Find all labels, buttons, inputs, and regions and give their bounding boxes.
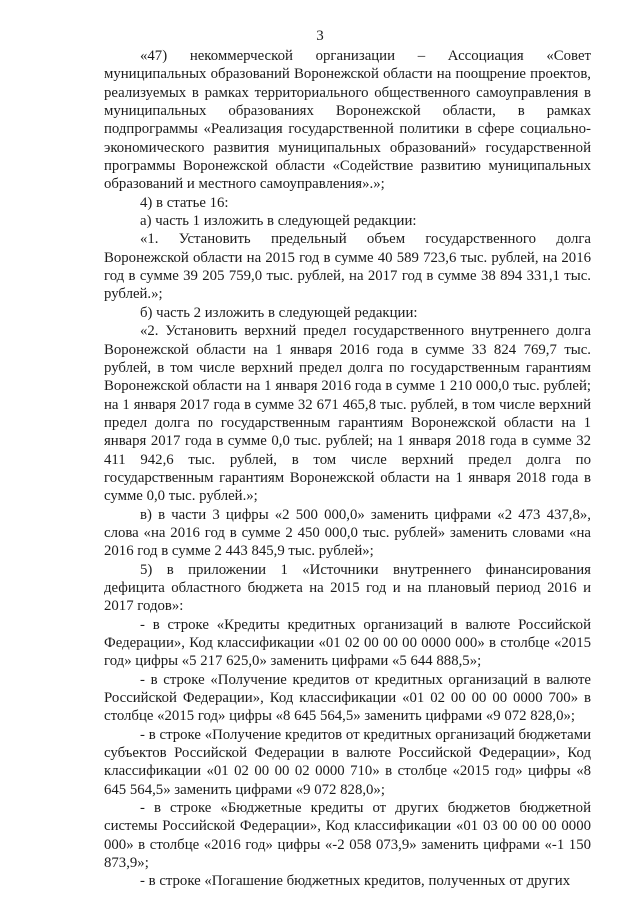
- paragraph-row-repayment: - в строке «Погашение бюджетных кредитов, полученных от других: [140, 873, 571, 890]
- paragraph-part-2-text: «2. Установить верхний предел государственного внутреннего долга Воронежской области на 1 января 2016 года в сумме 33 824 769,7 тыс. рублей, в том числе верхний предел долга по государственным гарантиям Воронежской области на 1 января 2016 года в сумме 1 210 000,0 тыс. рублей; на 1 января 2017 года в сумме 32 671 465,8 тыс. рублей, в том числе верхний предел долга по государственным гарантиям Воронежской области на 1 января 2017 года в сумме 0,0 тыс. рублей; на 1 января 2018 года в сумме 32 411 942,6 тыс. рублей, в том числе верхний предел долга по государственным гарантиям Воронежской области на 1 января 2018 года в сумме 0,0 тыс. рублей.»;: [104, 323, 591, 505]
- paragraph-article-16: 4) в статье 16:: [140, 194, 229, 211]
- paragraph-row-receipt-credits: - в строке «Получение кредитов от кредитных организаций в валюте Российской Федерации», Код классификации «01 02 00 00 00 0000 700» в столбце «2015 год» цифры «8 645 564,5» заменить цифрами «9 072 828,0»;: [104, 671, 591, 725]
- paragraph-row-credits: - в строке «Кредиты кредитных организаций в валюте Российской Федерации», Код классификации «01 02 00 00 00 0000 000» в столбце «2015 год» цифры «5 217 625,0» заменить цифрами «5 644 888,5»;: [104, 616, 591, 670]
- paragraph-row-budget-credits: - в строке «Бюджетные кредиты от других бюджетов бюджетной системы Российской Федерации», Код классификации «01 03 00 00 00 0000 000» в столбце «2016 год» цифры «-2 058 073,9» заменить цифрами «-1 150 873,9»;: [104, 800, 591, 872]
- paragraph-row-receipt-subjects: - в строке «Получение кредитов от кредитных организаций бюджетами субъектов Российской Федерации в валюте Российской Федерации», Код классификации «01 02 00 00 02 0000 710» в столбце «2015 год» цифры «8 645 564,5» заменить цифрами «9 072 828,0»;: [104, 726, 591, 798]
- paragraph-part-1-text: «1. Установить предельный объем государственного долга Воронежской области на 2015 год в сумме 40 589 723,6 тыс. рублей, на 2016 год в сумме 39 205 759,0 тыс. рублей, на 2017 год в сумме 38 894 331,1 тыс. рублей.»;: [104, 231, 591, 303]
- paragraph-appendix-1: 5) в приложении 1 «Источники внутреннего финансирования дефицита областного бюджета на 2015 год и на плановый период 2016 и 2017 годов»:: [104, 561, 591, 615]
- paragraph-part-2-heading: б) часть 2 изложить в следующей редакции:: [140, 304, 418, 321]
- document-body: [104, 47, 591, 891]
- paragraph-part-1-heading: а) часть 1 изложить в следующей редакции:: [140, 213, 417, 230]
- page-number: 3: [316, 28, 324, 44]
- paragraph-item-47: «47) некоммерческой организации – Ассоциация «Совет муниципальных образований Воронежской области на поощрение проектов, реализуемых в рамках территориального общественного самоуправления в муниципальных образованиях Воронежской области, в рамках подпрограммы «Реализация государственной политики в сфере социально-экономического развития муниципальных образований» государственной программы Воронежской области «Содействие развитию муниципальных образований и местного самоуправления».»;: [104, 48, 591, 193]
- paragraph-part-3: в) в части 3 цифры «2 500 000,0» заменить цифрами «2 473 437,8», слова «на 2016 год в сумме 2 450 000,0 тыс. рублей» заменить словами «на 2016 год в сумме 2 443 845,9 тыс. рублей»;: [104, 506, 591, 560]
